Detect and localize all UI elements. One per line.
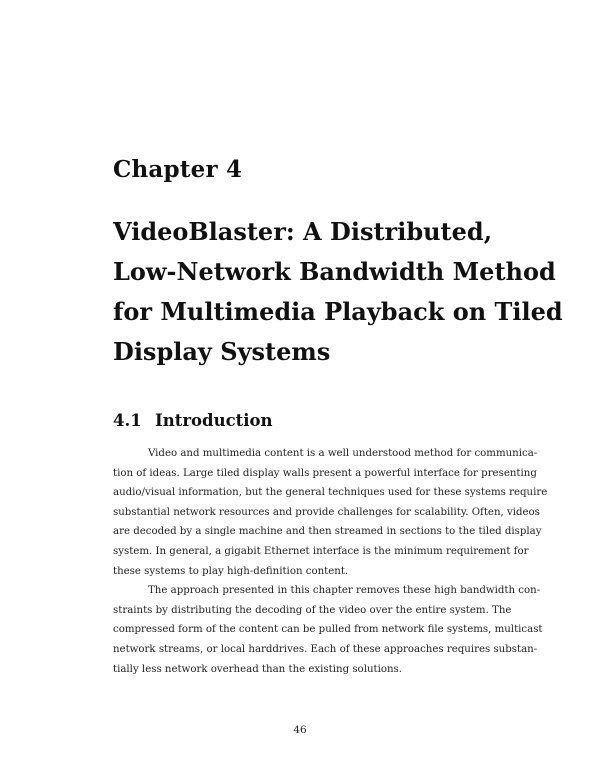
text-line: Video and multimedia content is a well understood method for communica-: [148, 448, 538, 459]
page-number: 46: [293, 724, 307, 736]
text-line: audio/visual information, but the general techniques used for these systems require: [113, 487, 548, 499]
chapter-title: [113, 212, 563, 372]
text-line: system. In general, a gigabit Ethernet interface is the minimum requirement for: [113, 545, 529, 557]
text-line: tion of ideas. Large tiled display walls present a powerful interface for presenting: [113, 467, 537, 479]
text-line: these systems to play high-definition content.: [113, 565, 349, 577]
chapter-title-line: for Multimedia Playback on Tiled: [113, 297, 563, 326]
paragraph: [113, 444, 548, 581]
text-line: tially less network overhead than the existing solutions.: [113, 663, 403, 675]
chapter-title-line: Display Systems: [113, 337, 331, 366]
text-line: are decoded by a single machine and then streamed in sections to the tiled display: [113, 526, 542, 538]
section-title: Introduction: [155, 411, 273, 430]
chapter-title-line: VideoBlaster: A Distributed,: [113, 217, 493, 246]
text-line: straints by distributing the decoding of the video over the entire system. The: [113, 604, 512, 616]
text-line: compressed form of the content can be pulled from network file systems, multicast: [113, 624, 543, 636]
section-number: 4.1: [113, 411, 142, 430]
section-heading: [113, 411, 273, 430]
text-line: The approach presented in this chapter removes these high bandwidth con-: [148, 585, 541, 597]
paragraph: [113, 581, 543, 679]
text-line: substantial network resources and provide challenges for scalability. Often, videos: [113, 506, 540, 518]
text-line: network streams, or local harddrives. Each of these approaches requires substan-: [113, 643, 538, 655]
body-text: [113, 444, 548, 679]
chapter-label: Chapter 4: [113, 156, 243, 183]
chapter-title-line: Low-Network Bandwidth Method: [113, 257, 556, 286]
